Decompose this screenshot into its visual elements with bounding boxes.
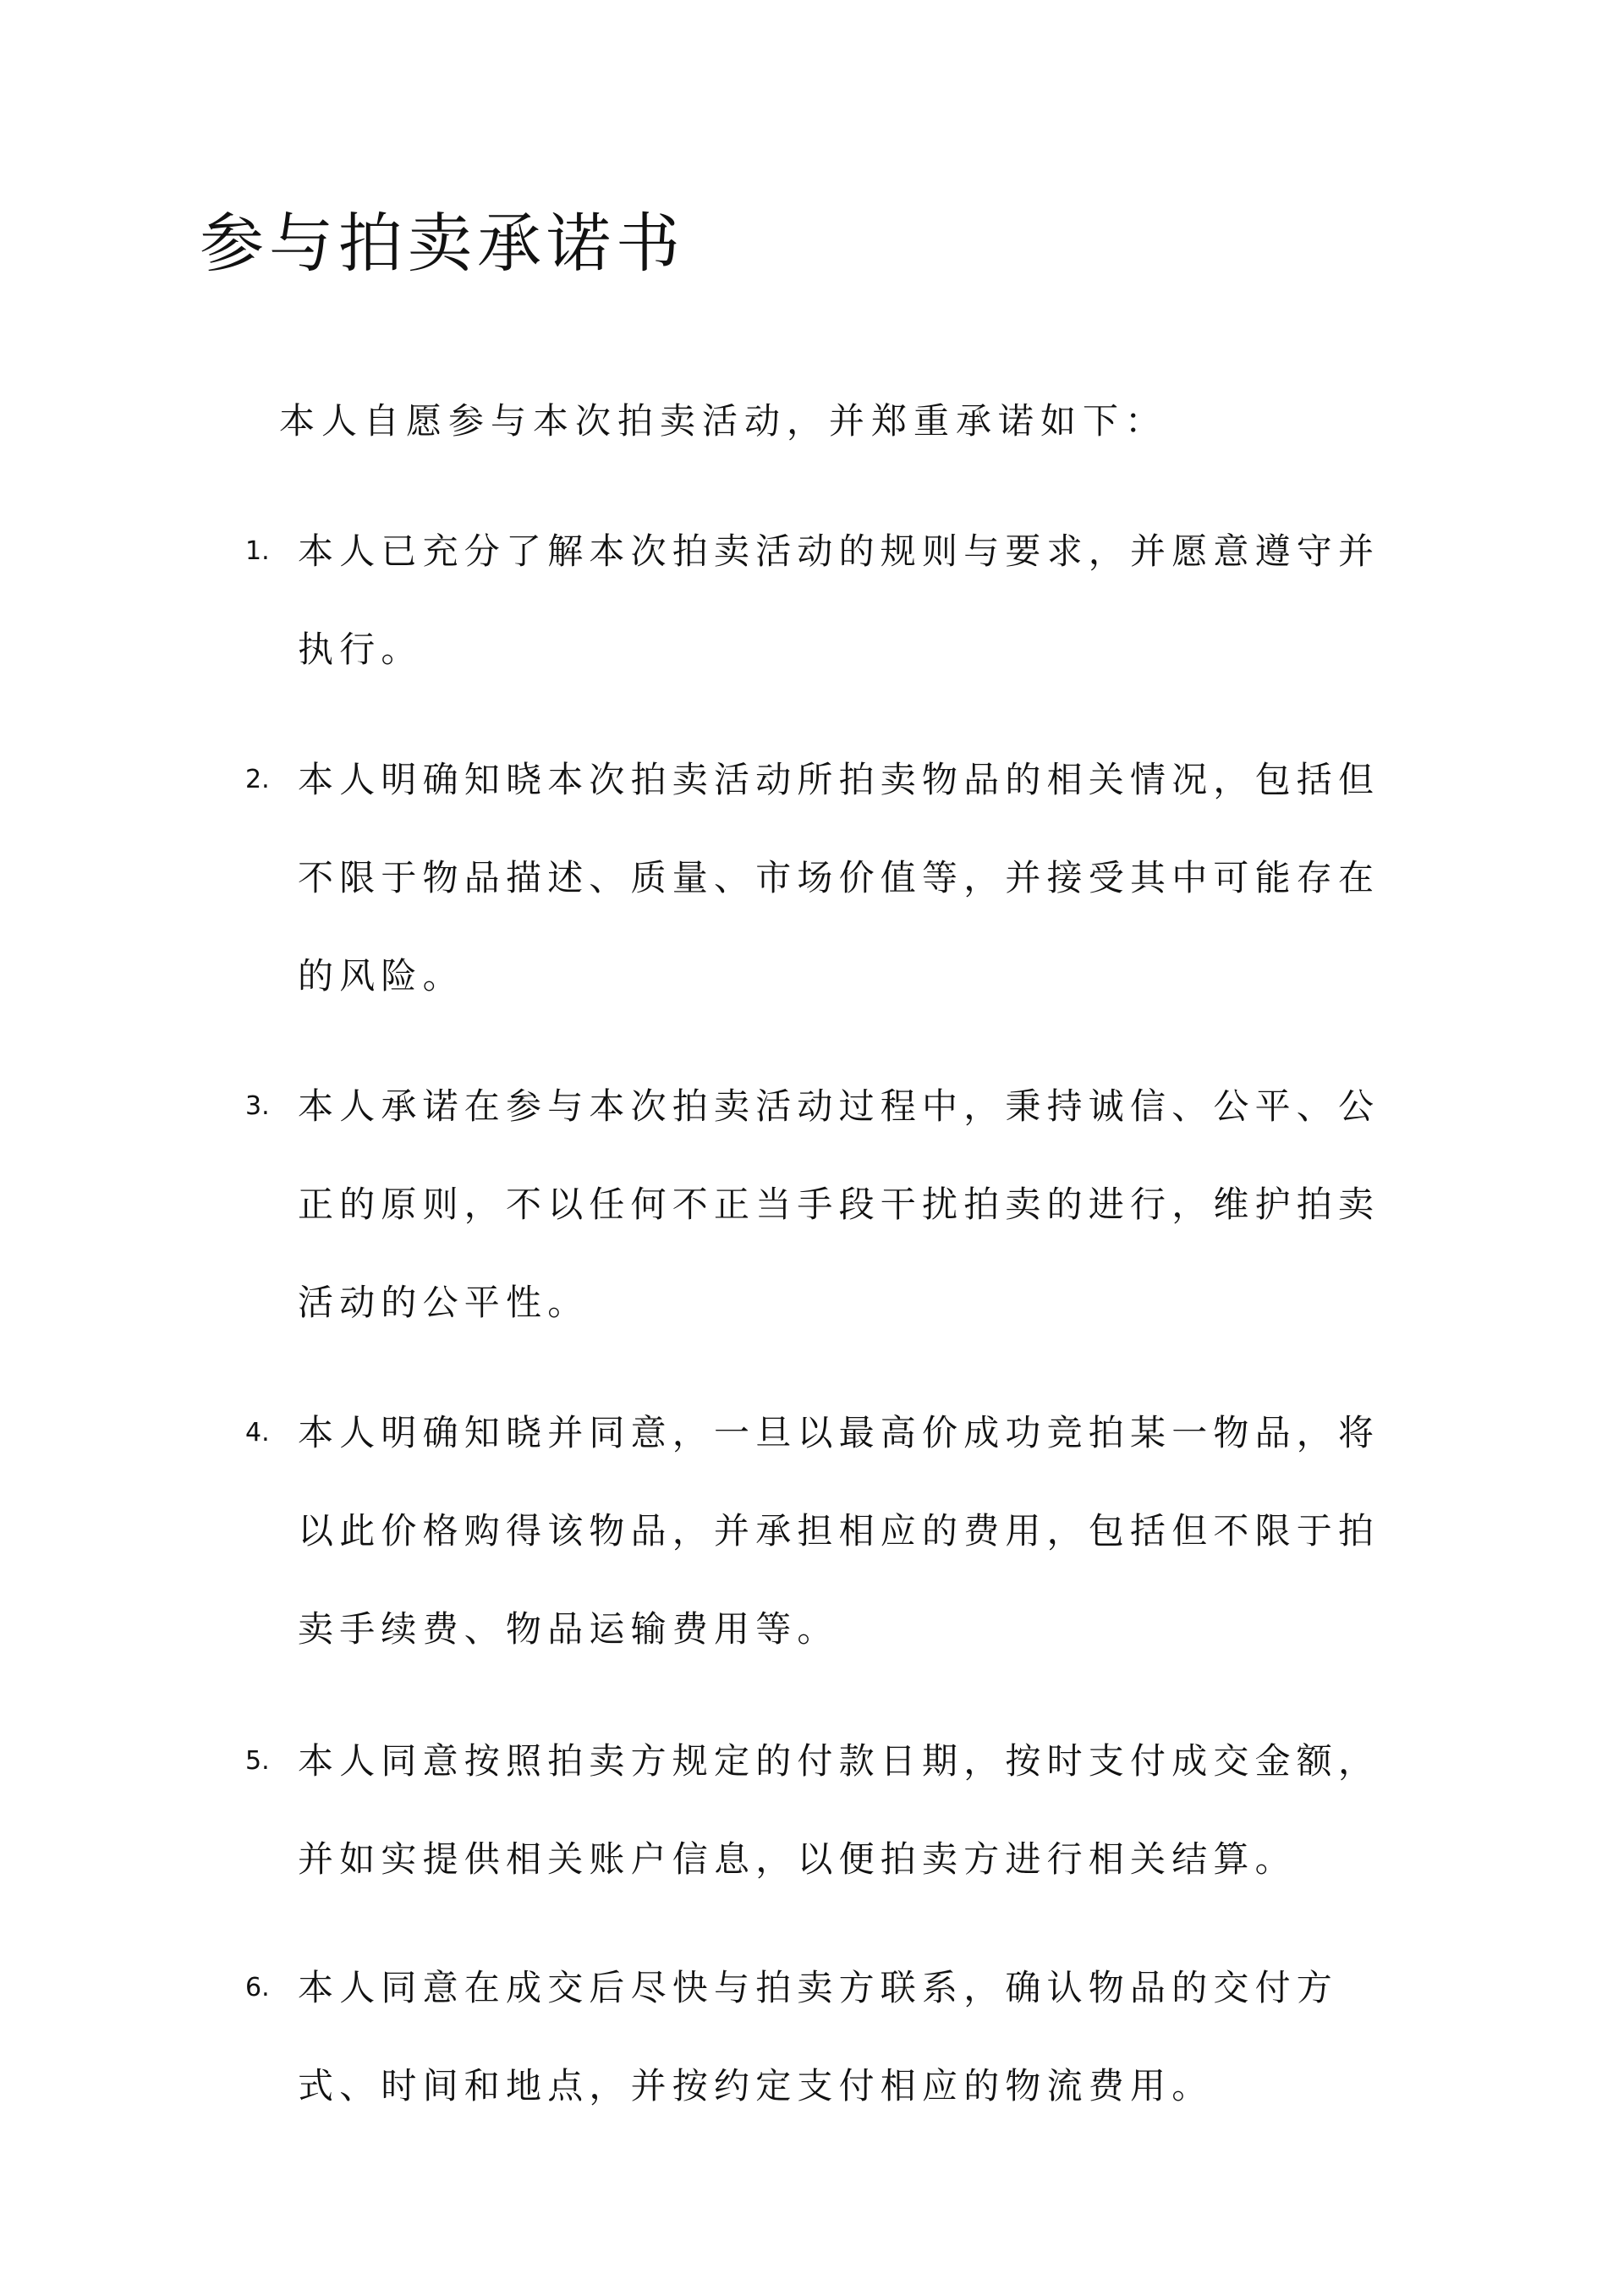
list-item-text: 本人明确知晓并同意，一旦以最高价成功竞拍某一物品，将以此价格购得该物品，并承担相应的费用，包括但不限于拍卖手续费、物品运输费用等。 (298, 1412, 1380, 1650)
list-item-number: 2. (245, 765, 270, 794)
list-item-text: 本人明确知晓本次拍卖活动所拍卖物品的相关情况，包括但不限于物品描述、质量、市场价值等，并接受其中可能存在的风险。 (298, 759, 1380, 997)
intro-paragraph: 本人自愿参与本次拍卖活动，并郑重承诺如下： (279, 400, 1168, 442)
list-item-text: 本人同意按照拍卖方规定的付款日期，按时支付成交金额，并如实提供相关账户信息，以便拍卖方进行相关结算。 (298, 1740, 1380, 1880)
list-item-text: 本人同意在成交后尽快与拍卖方联系，确认物品的交付方式、时间和地点，并按约定支付相应的物流费用。 (298, 1967, 1339, 2106)
document-title: 参与拍卖承诺书 (200, 206, 685, 281)
list-item-number: 1. (245, 536, 270, 566)
list-item-text: 本人已充分了解本次拍卖活动的规则与要求，并愿意遵守并执行。 (298, 530, 1380, 670)
list-item-number: 6. (245, 1973, 270, 2002)
list-item-number: 5. (245, 1746, 270, 1776)
list-item-text: 本人承诺在参与本次拍卖活动过程中，秉持诚信、公平、公正的原则，不以任何不正当手段干扰拍卖的进行，维护拍卖活动的公平性。 (298, 1085, 1380, 1323)
list-item-number: 3. (245, 1091, 270, 1121)
list-item-number: 4. (245, 1418, 270, 1447)
